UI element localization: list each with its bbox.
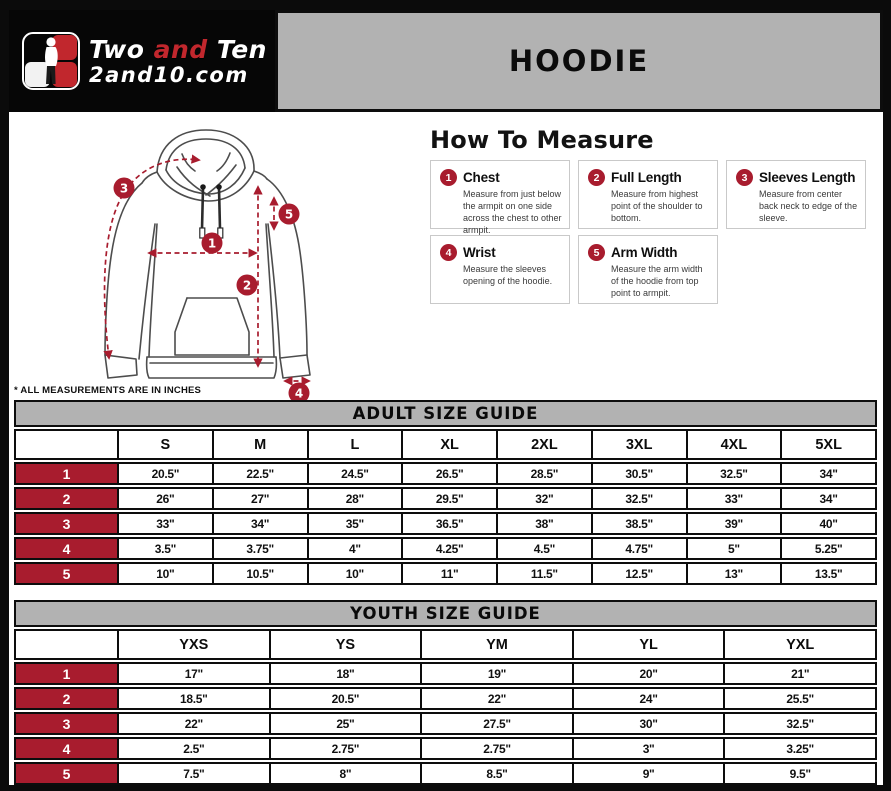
- row-label: 2: [16, 689, 117, 708]
- size-value: 39": [686, 514, 781, 533]
- card-head: [440, 169, 563, 186]
- table-row: [14, 762, 877, 785]
- row-label: 5: [16, 764, 117, 783]
- table-row: [14, 487, 877, 510]
- row-label: 1: [16, 664, 117, 683]
- size-value: 21": [723, 664, 875, 683]
- table-row: [14, 512, 877, 535]
- youth-table-title: YOUTH SIZE GUIDE: [14, 600, 877, 627]
- size-value: 24.5": [307, 464, 402, 483]
- row-label: 2: [16, 489, 117, 508]
- size-value: 2.75": [420, 739, 572, 758]
- size-value: 11": [401, 564, 496, 583]
- size-value: 22": [420, 689, 572, 708]
- size-value: 20.5": [269, 689, 421, 708]
- brand-text: [89, 34, 267, 87]
- size-value: 8": [269, 764, 421, 783]
- column-header-ym: YM: [420, 631, 572, 658]
- how-to-measure-cards: [430, 160, 882, 310]
- column-header-5xl: 5XL: [780, 431, 875, 458]
- row-label: 3: [16, 514, 117, 533]
- size-value: 25": [269, 714, 421, 733]
- brand-url: 2and10.com: [89, 62, 249, 87]
- size-value: 11.5": [496, 564, 591, 583]
- size-value: 5": [686, 539, 781, 558]
- card-description: Measure from center back neck to edge of the sleeve.: [759, 189, 858, 223]
- hoodie-outline: [105, 130, 310, 378]
- svg-text:5: 5: [284, 207, 294, 222]
- svg-text:4: 4: [294, 386, 304, 401]
- adult-table-header-row: [14, 429, 877, 460]
- size-value: 32.5": [591, 489, 686, 508]
- card-description: Measure the sleeves opening of the hoodie.: [463, 264, 553, 286]
- youth-table-rows: [14, 662, 877, 785]
- card-description: Measure the arm width of the hoodie from top point to armpit.: [611, 264, 703, 298]
- row-label: 3: [16, 714, 117, 733]
- product-title-box: [275, 10, 883, 112]
- size-value: 13": [686, 564, 781, 583]
- corner-cell: [16, 631, 117, 658]
- size-value: 3.5": [117, 539, 212, 558]
- size-value: 4.5": [496, 539, 591, 558]
- size-value: 9.5": [723, 764, 875, 783]
- size-value: 22": [117, 714, 269, 733]
- diagram-badge-1: [202, 233, 223, 254]
- size-value: 32": [496, 489, 591, 508]
- size-value: 28.5": [496, 464, 591, 483]
- hoodie-diagram: [9, 112, 439, 408]
- column-header-l: L: [307, 431, 402, 458]
- column-header-yxl: YXL: [723, 631, 875, 658]
- size-value: 33": [686, 489, 781, 508]
- size-value: 35": [307, 514, 402, 533]
- page-title: HOODIE: [508, 44, 650, 78]
- row-label: 5: [16, 564, 117, 583]
- size-value: 38": [496, 514, 591, 533]
- size-value: 4.25": [401, 539, 496, 558]
- adult-table-rows: [14, 462, 877, 585]
- card-head: [440, 244, 563, 261]
- column-header-yl: YL: [572, 631, 724, 658]
- measure-card-chest: [430, 160, 570, 235]
- size-value: 5.25": [780, 539, 875, 558]
- card-description: Measure from highest point of the shoulder to bottom.: [611, 189, 703, 223]
- column-header-4xl: 4XL: [686, 431, 781, 458]
- size-value: 22.5": [212, 464, 307, 483]
- brand-name: Two and Ten: [89, 34, 267, 64]
- size-value: 36.5": [401, 514, 496, 533]
- column-header-yxs: YXS: [117, 631, 269, 658]
- size-value: 4": [307, 539, 402, 558]
- card-title: Sleeves Length: [759, 170, 856, 185]
- page-container: [9, 10, 883, 785]
- size-value: 3": [572, 739, 724, 758]
- size-value: 10": [117, 564, 212, 583]
- brand-logo-box: [9, 10, 275, 112]
- diagram-badge-5: [279, 204, 300, 225]
- size-value: 27": [212, 489, 307, 508]
- table-row: [14, 662, 877, 685]
- size-value: 34": [780, 489, 875, 508]
- table-row: [14, 462, 877, 485]
- size-value: 25.5": [723, 689, 875, 708]
- size-value: 32.5": [686, 464, 781, 483]
- youth-table-header-row: [14, 629, 877, 660]
- size-value: 28": [307, 489, 402, 508]
- svg-text:1: 1: [207, 236, 217, 251]
- number-badge: 4: [440, 244, 457, 261]
- how-to-measure-title: How To Measure: [430, 126, 654, 154]
- size-value: 29.5": [401, 489, 496, 508]
- size-value: 26": [117, 489, 212, 508]
- size-value: 7.5": [117, 764, 269, 783]
- size-value: 20.5": [117, 464, 212, 483]
- table-row: [14, 687, 877, 710]
- row-label: 4: [16, 539, 117, 558]
- number-badge: 3: [736, 169, 753, 186]
- diagram-badge-2: [237, 275, 258, 296]
- size-value: 10": [307, 564, 402, 583]
- table-row: [14, 712, 877, 735]
- diagram-badge-3: [114, 178, 135, 199]
- card-title: Chest: [463, 170, 500, 185]
- card-head: [588, 244, 711, 261]
- size-value: 8.5": [420, 764, 572, 783]
- svg-text:3: 3: [119, 181, 129, 196]
- measure-card-sleeves-length: [726, 160, 866, 229]
- number-badge: 1: [440, 169, 457, 186]
- youth-size-table: [14, 600, 877, 787]
- column-header-m: M: [212, 431, 307, 458]
- card-head: [588, 169, 711, 186]
- card-title: Full Length: [611, 170, 682, 185]
- size-value: 34": [212, 514, 307, 533]
- column-header-2xl: 2XL: [496, 431, 591, 458]
- size-value: 30.5": [591, 464, 686, 483]
- column-header-3xl: 3XL: [591, 431, 686, 458]
- brand-logo-icon: [22, 32, 80, 90]
- size-value: 18": [269, 664, 421, 683]
- size-value: 30": [572, 714, 724, 733]
- size-value: 40": [780, 514, 875, 533]
- row-label: 4: [16, 739, 117, 758]
- size-value: 4.75": [591, 539, 686, 558]
- adult-size-table: [14, 400, 877, 587]
- card-head: [736, 169, 859, 186]
- size-value: 20": [572, 664, 724, 683]
- measurements-note: * ALL MEASUREMENTS ARE IN INCHES: [14, 385, 202, 396]
- size-value: 3.75": [212, 539, 307, 558]
- number-badge: 2: [588, 169, 605, 186]
- measure-card-wrist: [430, 235, 570, 304]
- size-value: 38.5": [591, 514, 686, 533]
- size-value: 12.5": [591, 564, 686, 583]
- size-value: 19": [420, 664, 572, 683]
- column-header-s: S: [117, 431, 212, 458]
- size-value: 26.5": [401, 464, 496, 483]
- size-value: 18.5": [117, 689, 269, 708]
- card-description: Measure from just below the armpit on one side across the chest to other armpit.: [463, 189, 562, 235]
- svg-text:2: 2: [242, 278, 252, 293]
- size-value: 9": [572, 764, 724, 783]
- number-badge: 5: [588, 244, 605, 261]
- column-header-xl: XL: [401, 431, 496, 458]
- corner-cell: [16, 431, 117, 458]
- size-value: 2.75": [269, 739, 421, 758]
- card-title: Arm Width: [611, 245, 678, 260]
- table-row: [14, 537, 877, 560]
- card-title: Wrist: [463, 245, 496, 260]
- size-value: 10.5": [212, 564, 307, 583]
- column-header-ys: YS: [269, 631, 421, 658]
- drawstrings: [200, 184, 223, 238]
- measure-card-arm-width: [578, 235, 718, 304]
- adult-table-title: ADULT SIZE GUIDE: [14, 400, 877, 427]
- size-value: 2.5": [117, 739, 269, 758]
- size-value: 17": [117, 664, 269, 683]
- row-label: 1: [16, 464, 117, 483]
- size-value: 34": [780, 464, 875, 483]
- size-value: 27.5": [420, 714, 572, 733]
- size-value: 33": [117, 514, 212, 533]
- table-row: [14, 737, 877, 760]
- table-row: [14, 562, 877, 585]
- measure-card-full-length: [578, 160, 718, 229]
- size-value: 24": [572, 689, 724, 708]
- size-value: 32.5": [723, 714, 875, 733]
- size-value: 13.5": [780, 564, 875, 583]
- size-value: 3.25": [723, 739, 875, 758]
